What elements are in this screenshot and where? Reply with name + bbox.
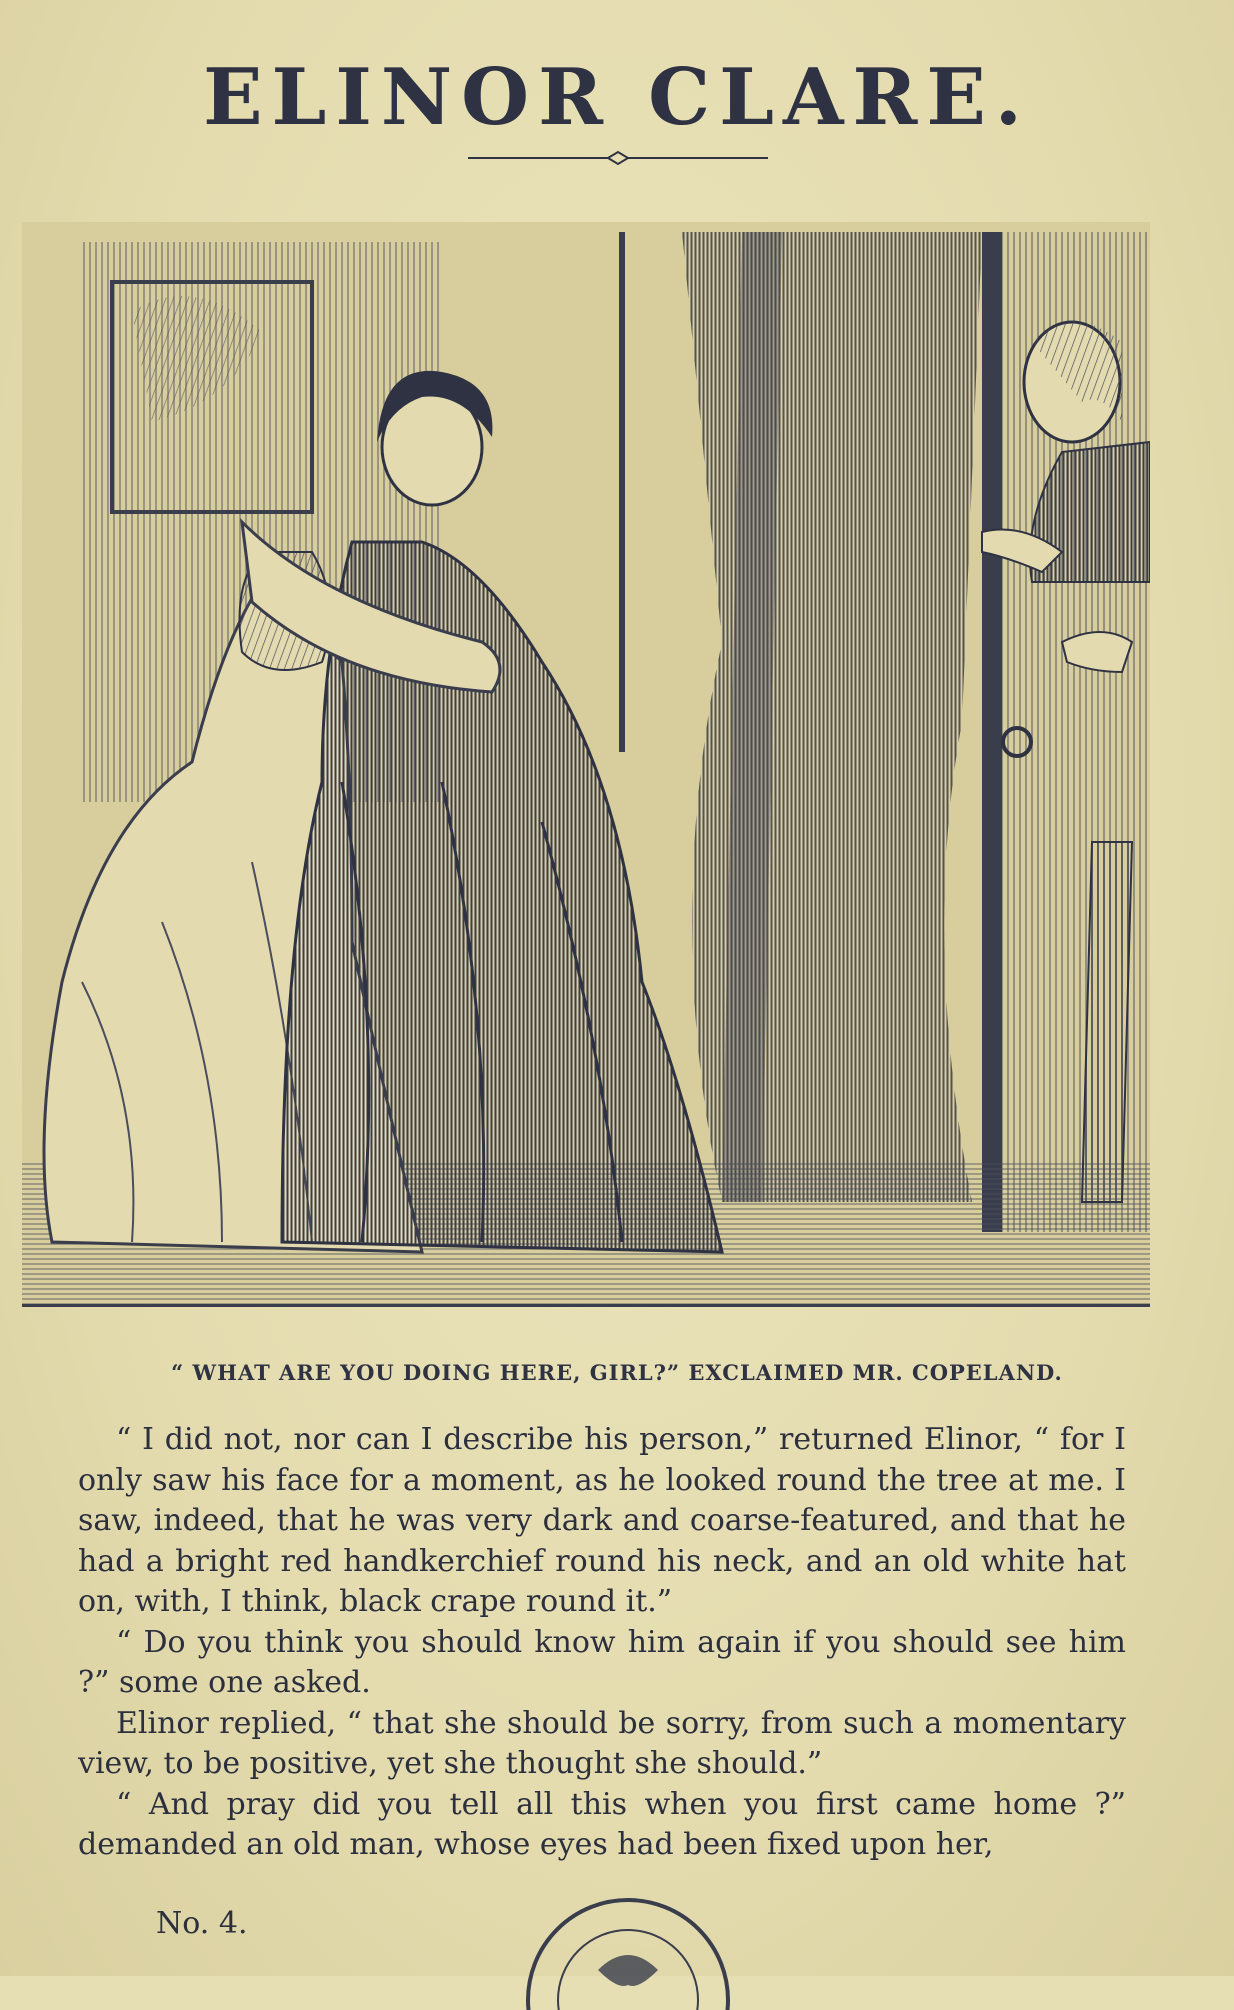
paragraph: “ And pray did you tell all this when you first came home ?” demanded an old man, whose eyes had been fixed upon her, [78, 1786, 1126, 1862]
page-title: ELINOR CLARE. [203, 52, 1031, 143]
paragraph: “ I did not, nor can I describe his person,” returned Elinor, “ for I only saw his face for a moment, as he looked round the tree at me. I saw, indeed, that he was very dark and coarse-featured, and that he had a bright red handkerchief round his neck, and an old white hat on, with, I think, black crape round it.” [78, 1422, 1126, 1619]
part-number: No. 4. [156, 1906, 248, 1941]
library-stamp-icon [488, 1890, 768, 2010]
paragraph: “ Do you think you should know him again if you should see him ?” some one asked. [78, 1624, 1126, 1700]
body-text [78, 1420, 1126, 1866]
engraving-illustration [22, 222, 1150, 1307]
illustration-caption: “ WHAT ARE YOU DOING HERE, GIRL?” EXCLAIMED MR. COPELAND. [171, 1360, 1063, 1385]
paragraph: Elinor replied, “ that she should be sorry, from such a momentary view, to be positive, yet she thought she should.” [78, 1705, 1126, 1781]
title-ornament [468, 150, 768, 166]
